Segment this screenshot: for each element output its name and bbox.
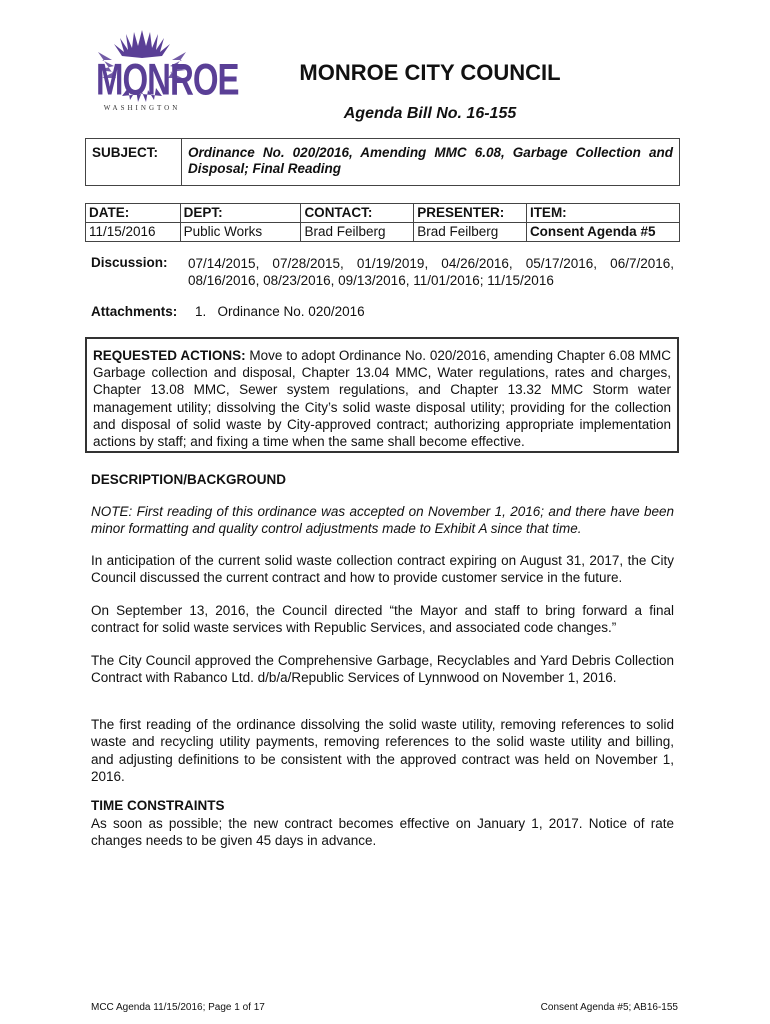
requested-actions-box bbox=[85, 337, 679, 453]
date-value: 11/15/2016 bbox=[86, 223, 181, 242]
contact-header: CONTACT: bbox=[301, 204, 414, 223]
time-constraints-heading: TIME CONSTRAINTS bbox=[91, 798, 225, 813]
page-title: MONROE CITY COUNCIL bbox=[299, 60, 561, 85]
time-constraints-text: As soon as possible; the new contract becomes effective on January 1, 2017. Notice of rate changes needs to be given 45 days in advance. bbox=[91, 816, 674, 849]
contact-value: Brad Feilberg bbox=[301, 223, 414, 242]
logo-subtitle: WASHINGTON bbox=[103, 104, 181, 112]
description-paragraph-2: On September 13, 2016, the Council directed “the Mayor and staff to bring forward a final contract for solid waste services with Republic Services, and associated code changes.” bbox=[91, 603, 674, 636]
subject-text: Ordinance No. 020/2016, Amending MMC 6.08, Garbage Collection and Disposal; Final Reading bbox=[182, 139, 680, 186]
requested-actions-label: REQUESTED ACTIONS: bbox=[93, 348, 246, 363]
logo-wordmark: MONROE bbox=[96, 54, 239, 104]
description-paragraph-1: In anticipation of the current solid waste collection contract expiring on August 31, 2017, the City Council discussed the current contract and how to provide customer service in the future. bbox=[91, 553, 674, 586]
description-note: NOTE: First reading of this ordinance was accepted on November 1, 2016; and there have been minor formatting and quality control adjustments made to Exhibit A since that time. bbox=[91, 504, 674, 537]
presenter-header: PRESENTER: bbox=[414, 204, 527, 223]
attachment-item: 1. Ordinance No. 020/2016 bbox=[195, 304, 365, 319]
date-header: DATE: bbox=[86, 204, 181, 223]
subject-label: SUBJECT: bbox=[86, 139, 182, 186]
discussion-label: Discussion: bbox=[91, 255, 168, 270]
requested-actions-text: Move to adopt Ordinance No. 020/2016, amending Chapter 6.08 MMC Garbage collection and disposal, Chapter 13.04 MMC, Water regulations, rates and charges, Chapter 13.08 MMC, Sewer system regulations, and Chapter 13.32 MMC Storm water management utility; dissolving the City’s solid waste disposal utility; providing for the collection and disposal of solid waste by City-approved contract; authorizing appropriate implementation actions by staff; and fixing a time when the same shall become effective. bbox=[93, 348, 671, 450]
dept-value: Public Works bbox=[180, 223, 301, 242]
attachments-label: Attachments: bbox=[91, 304, 178, 319]
item-value: Consent Agenda #5 bbox=[526, 223, 679, 242]
discussion-dates: 07/14/2015, 07/28/2015, 01/19/2019, 04/26/2016, 05/17/2016, 06/7/2016, 08/16/2016, 08/23/2016, 09/13/2016, 11/01/2016; 11/15/2016 bbox=[188, 256, 674, 288]
subject-table bbox=[85, 138, 680, 186]
dept-header: DEPT: bbox=[180, 204, 301, 223]
description-paragraph-4: The first reading of the ordinance dissolving the solid waste utility, removing references to solid waste and recycling utility payments, removing references to the solid waste utility and billing, and adjusting definitions to be consistent with the approved contract was held on November 1, 2016. bbox=[91, 717, 674, 785]
footer-left: MCC Agenda 11/15/2016; Page 1 of 17 bbox=[91, 1002, 265, 1013]
description-paragraph-3: The City Council approved the Comprehensive Garbage, Recyclables and Yard Debris Collection Contract with Rabanco Ltd. d/b/a/Republic Services of Lynnwood on November 1, 2016. bbox=[91, 653, 674, 686]
item-header: ITEM: bbox=[526, 204, 679, 223]
description-heading: DESCRIPTION/BACKGROUND bbox=[91, 472, 287, 487]
agenda-bill-number: Agenda Bill No. 16-155 bbox=[343, 105, 517, 122]
presenter-value: Brad Feilberg bbox=[414, 223, 527, 242]
footer-right: Consent Agenda #5; AB16-155 bbox=[540, 1002, 678, 1013]
meta-table bbox=[85, 203, 680, 242]
